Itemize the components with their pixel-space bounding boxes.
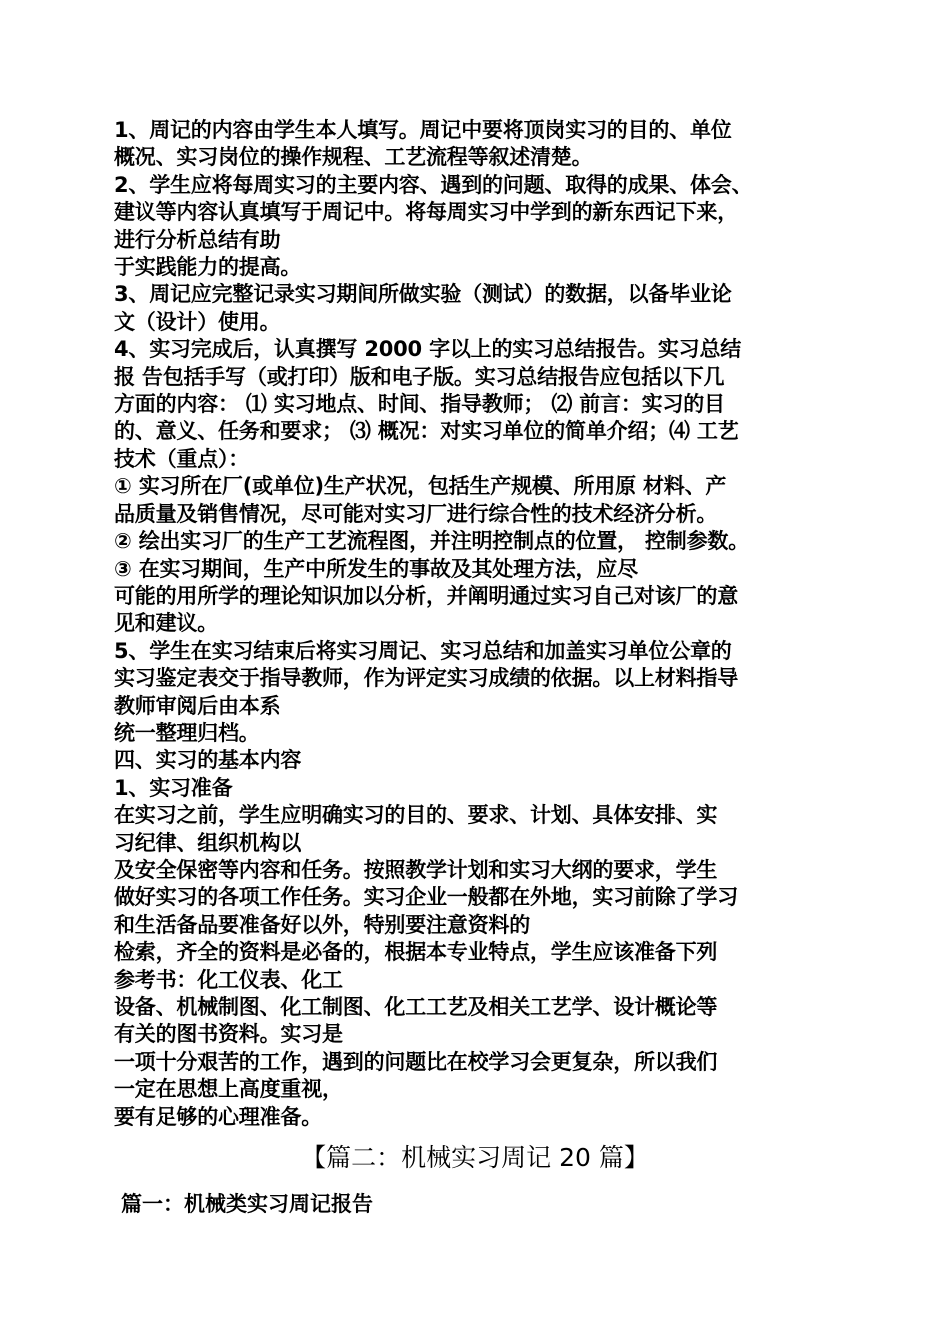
text-line: 检索，齐全的资料是必备的，根据本专业特点，学生应该准备下列 xyxy=(114,940,718,965)
text-line: 品质量及销售情况，尽可能对实习厂进行综合性的技术经济分析。 xyxy=(114,501,718,526)
text-line: 一定在思想上高度重视， xyxy=(114,1077,343,1102)
document-body xyxy=(114,117,844,1131)
text-line: 要有足够的心理准备。 xyxy=(114,1104,322,1129)
text-line: 统一整理归档。 xyxy=(114,720,260,745)
text-line: 建议等内容认真填写于周记中。将每周实习中学到的新东西记下来， xyxy=(114,200,738,225)
text-line: 做好实习的各项工作任务。实习企业一般都在外地，实习前除了学习 xyxy=(114,885,738,910)
text-line: 见和建议。 xyxy=(114,611,218,636)
text-line: 一项十分艰苦的工作，遇到的问题比在校学习会更复杂，所以我们 xyxy=(114,1049,718,1074)
text-line: 1、实习准备 xyxy=(114,775,233,800)
text-line: 技术（重点）： xyxy=(114,446,250,471)
text-line: 和生活备品要准备好以外，特别要注意资料的 xyxy=(114,912,530,937)
text-line: 方面的内容： ⑴ 实习地点、时间、指导教师； ⑵ 前言：实习的目 xyxy=(114,392,725,417)
section-title: 【篇二：机械实习周记 20 篇】 xyxy=(301,1143,649,1172)
text-line: 参考书：化工仪表、化工 xyxy=(114,967,343,992)
text-line: 设备、机械制图、化工制图、化工工艺及相关工艺学、设计概论等 xyxy=(114,995,718,1019)
text-line: 概况、实习岗位的操作规程、工艺流程等叙述清楚。 xyxy=(114,145,593,170)
text-line: 文（设计）使用。 xyxy=(114,309,281,334)
text-line: 及安全保密等内容和任务。按照教学计划和实习大纲的要求，学生 xyxy=(114,857,718,882)
text-line: 在实习之前，学生应明确实习的目的、要求、计划、具体安排、实 xyxy=(114,803,718,828)
text-line: 教师审阅后由本系 xyxy=(114,693,281,718)
text-line: 的、意义、任务和要求； ⑶ 概况：对实习单位的简单介绍；⑷ 工艺 xyxy=(114,419,739,444)
text-line: 进行分析总结有助 xyxy=(114,227,281,252)
text-line: 3、周记应完整记录实习期间所做实验（测试）的数据，以备毕业论 xyxy=(114,282,732,307)
text-line: 习纪律、组织机构以 xyxy=(114,830,302,855)
text-line: 报 告包括手写（或打印）版和电子版。实习总结报告应包括以下几 xyxy=(114,364,725,389)
sub-title: 篇一：机械类实习周记报告 xyxy=(121,1192,373,1216)
text-line: ③ 在实习期间，生产中所发生的事故及其处理方法，应尽 xyxy=(114,556,638,581)
text-line: 实习鉴定表交于指导教师，作为评定实习成绩的依据。以上材料指导 xyxy=(114,666,738,691)
text-line: 四、实习的基本内容 xyxy=(114,748,302,773)
text-line: 4、实习完成后，认真撰写 2000 字以上的实习总结报告。实习总结 xyxy=(114,337,742,362)
text-line: 5、学生在实习结束后将实习周记、实习总结和加盖实习单位公章的 xyxy=(114,638,732,663)
text-line: 有关的图书资料。实习是 xyxy=(114,1022,343,1047)
text-line: 2、学生应将每周实习的主要内容、遇到的问题、取得的成果、体会、 xyxy=(114,172,753,197)
text-line: ① 实习所在厂(或单位)生产状况，包括生产规模、所用原 材料、产 xyxy=(114,474,727,499)
text-line: ② 绘出实习厂的生产工艺流程图，并注明控制点的位置， 控制参数。 xyxy=(114,529,749,554)
text-line: 1、周记的内容由学生本人填写。周记中要将顶岗实习的目的、单位 xyxy=(114,118,732,142)
text-line: 可能的用所学的理论知识加以分析，并阐明通过实习自己对该厂的意 xyxy=(114,583,738,608)
text-line: 于实践能力的提高。 xyxy=(114,255,302,280)
